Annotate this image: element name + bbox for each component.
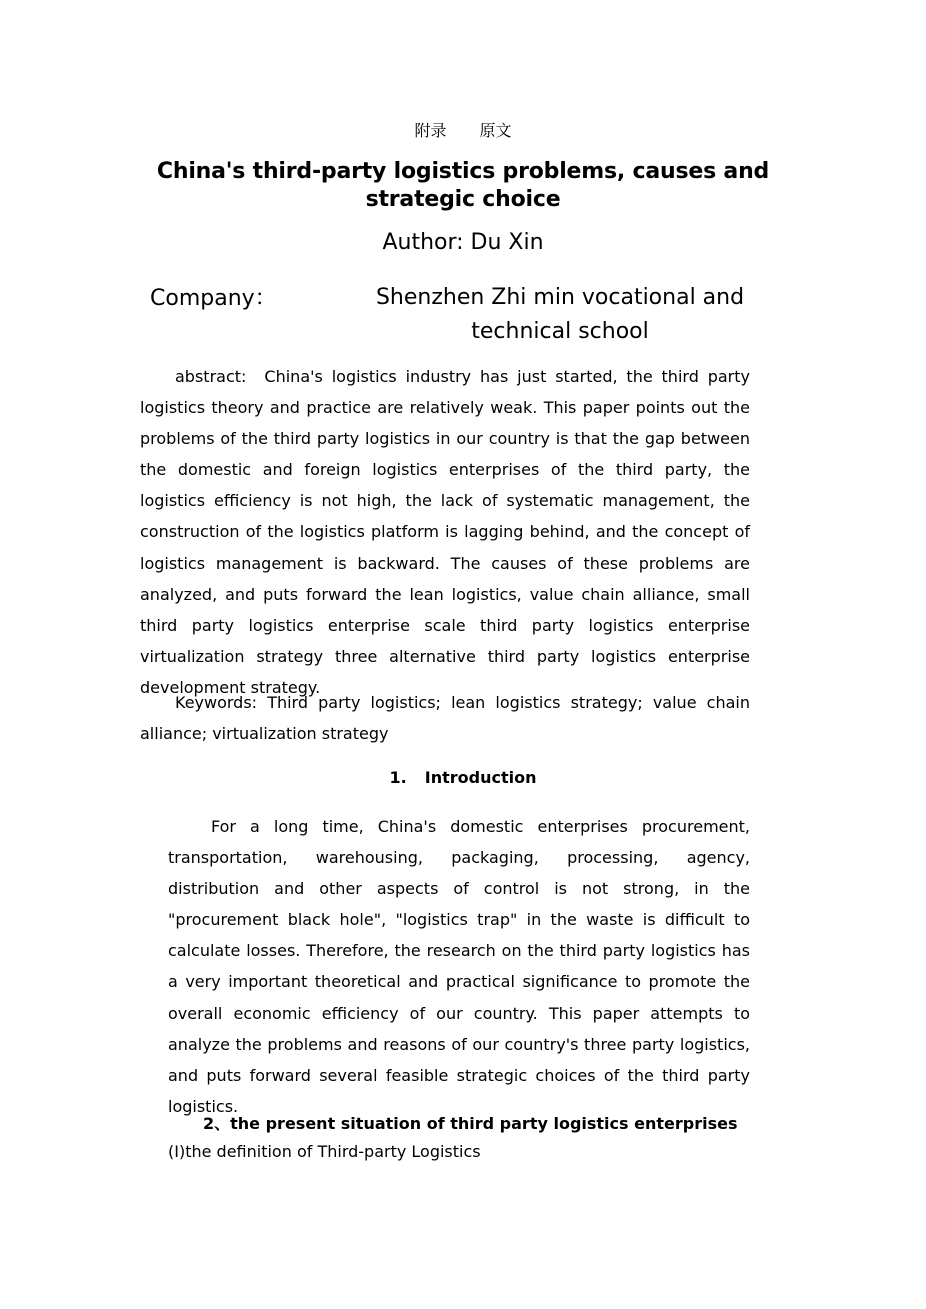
subsection-title: the definition of Third-party Logistics xyxy=(185,1142,481,1161)
section-number: 2、 xyxy=(203,1114,231,1133)
abstract-text: China's logistics industry has just started, the third party logistics theory and practice are relatively weak. This paper points out the problems of the third party logistics in our country is that the gap between the domestic and foreign logistics enterprises of the third party, the logistics efficiency is not high, the lack of systematic management, the construction of the logistics platform is lagging behind, and the concept of logistics management is backward. The causes of these problems are analyzed, and puts forward the lean logistics, value chain alliance, small third party logistics enterprise scale third party logistics enterprise virtualization strategy three alternative third party logistics enterprise development strategy. xyxy=(140,367,750,697)
section-title: the present situation of third party logistics enterprises xyxy=(230,1114,738,1133)
section-heading-introduction xyxy=(0,768,926,787)
section-title: Introduction xyxy=(424,768,537,787)
section-number: 1. xyxy=(389,768,407,787)
subsection-heading-definition xyxy=(168,1142,481,1161)
author-line: Author: Du Xin xyxy=(382,230,544,255)
document-title: China's third-party logistics problems, causes and strategic choice xyxy=(156,159,770,212)
section-heading-present-situation xyxy=(203,1111,737,1134)
keywords-text: Third party logistics; lean logistics strategy; value chain alliance; virtualization strategy xyxy=(140,693,750,744)
abstract-label: abstract: xyxy=(175,367,247,386)
introduction-paragraph: For a long time, China's domestic enterprises procurement, transportation, warehousing, packaging, processing, agency, distribution and other aspects of control is not strong, in the "procurement black hole", "logistics trap" in the waste is difficult to calculate losses. Therefore, the research on the third party logistics has a very important theoretical and practical significance to promote the overall economic efficiency of our country. This paper attempts to analyze the problems and reasons of our country's three party logistics, and puts forward several feasible strategic choices of the third party logistics. xyxy=(168,817,750,1116)
appendix-label: 附录 原文 xyxy=(414,121,512,140)
keywords-label: Keywords: xyxy=(175,693,258,712)
abstract-paragraph xyxy=(140,361,750,703)
keywords-paragraph xyxy=(140,687,750,749)
company-name: Shenzhen Zhi min vocational and technical school xyxy=(375,285,745,344)
company-label: Company： xyxy=(150,286,277,311)
subsection-number: (Ⅰ) xyxy=(168,1142,186,1161)
